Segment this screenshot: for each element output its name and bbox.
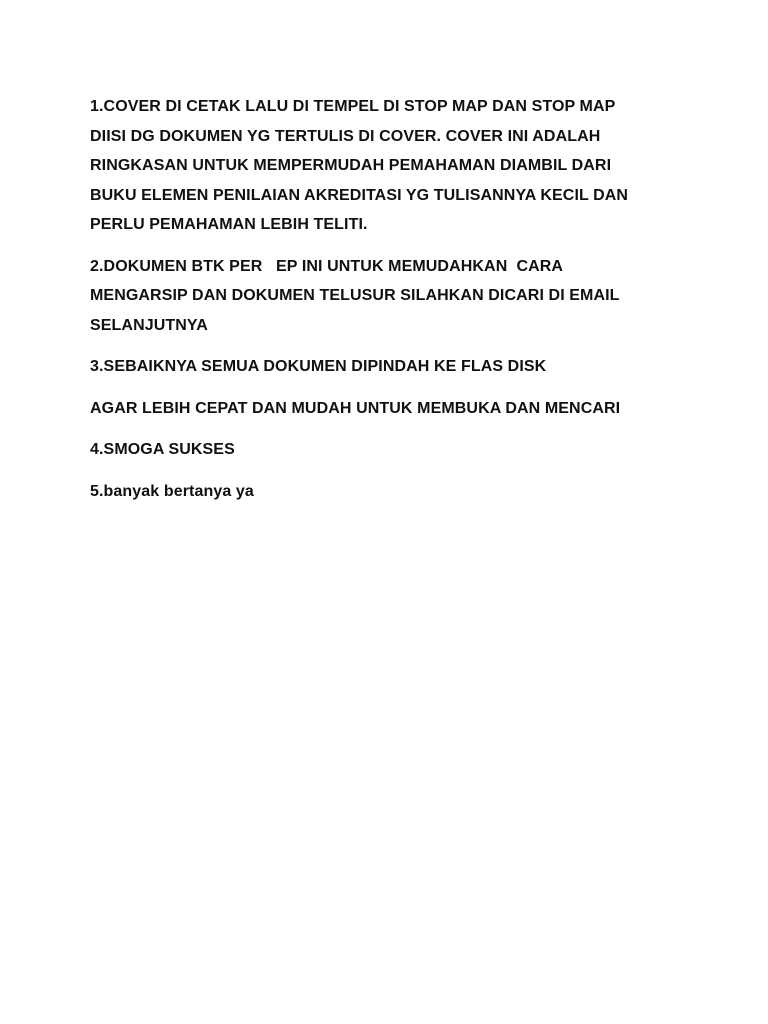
text-line: PERLU PEMAHAMAN LEBIH TELITI. (90, 216, 368, 233)
text-line: RINGKASAN UNTUK MEMPERMUDAH PEMAHAMAN DIAMBIL DARI (90, 157, 612, 174)
text-line: BUKU ELEMEN PENILAIAN AKREDITASI YG TULISANNYA KECIL DAN (90, 186, 629, 204)
paragraph-2 (90, 252, 690, 341)
document-body (90, 92, 690, 518)
paragraph-5 (90, 435, 690, 465)
text-line: 2.DOKUMEN BTK PER EP INI UNTUK MEMUDAHKAN CARA (90, 257, 564, 275)
paragraph-6 (90, 477, 690, 507)
text-line: AGAR LEBIH CEPAT DAN MUDAH UNTUK MEMBUKA DAN MENCARI (90, 399, 621, 417)
text-line: MENGARSIP DAN DOKUMEN TELUSUR SILAHKAN DICARI DI EMAIL (90, 287, 620, 304)
paragraph-4 (90, 394, 690, 424)
text-line: 1.COVER DI CETAK LALU DI TEMPEL DI STOP MAP DAN STOP MAP (90, 98, 616, 115)
text-line: 4.SMOGA SUKSES (90, 441, 235, 458)
text-line: 5.banyak bertanya ya (90, 482, 254, 500)
paragraph-3 (90, 352, 690, 382)
text-line: DIISI DG DOKUMEN YG TERTULIS DI COVER. COVER INI ADALAH (90, 127, 601, 145)
paragraph-1 (90, 92, 690, 240)
text-line: 3.SEBAIKNYA SEMUA DOKUMEN DIPINDAH KE FLAS DISK (90, 358, 547, 375)
text-line: SELANJUTNYA (90, 316, 208, 334)
